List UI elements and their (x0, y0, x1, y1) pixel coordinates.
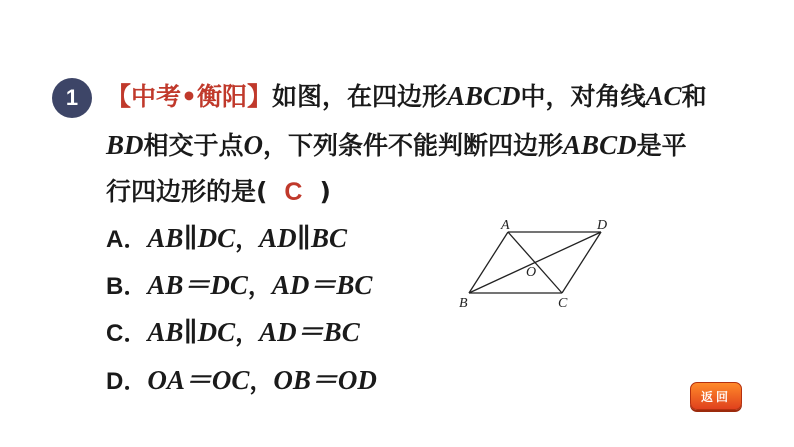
option-letter: D． (106, 368, 148, 395)
option-c (106, 314, 360, 352)
question-stem-line-1 (106, 76, 707, 117)
option-condition: AD＝BC (271, 270, 373, 300)
option-condition: AB∥DC (147, 317, 236, 347)
back-button[interactable]: 返回 (690, 382, 742, 410)
label-o: O (526, 265, 537, 280)
option-condition: AD＝BC (259, 317, 360, 347)
option-separator: ， (235, 225, 260, 253)
option-d (106, 362, 377, 400)
question-stem-line-2 (106, 125, 687, 166)
label-a: A (501, 218, 510, 233)
label-b: B (459, 296, 468, 310)
stem-text: 如图，在四边形 (271, 82, 447, 111)
parallelogram-figure (455, 215, 625, 310)
stem-text: ，下列条件不能判断四边形 (263, 131, 564, 160)
stem-math-o: O (243, 130, 264, 160)
question-source: 【中考•衡阳】 (106, 82, 272, 111)
stem-math-abcd: ABCD (563, 130, 637, 160)
stem-math-ac: AC (645, 81, 682, 111)
stem-text: 和 (681, 82, 707, 111)
option-condition: AB∥DC (147, 223, 236, 253)
option-condition: AB＝DC (147, 270, 248, 300)
stem-math-bd: BD (106, 130, 144, 160)
option-condition: OA＝OC (147, 365, 250, 395)
option-separator: ， (235, 319, 260, 347)
stem-text: 中，对角线 (520, 82, 646, 111)
label-c: C (558, 296, 568, 310)
stem-text: 行四边形的是( (106, 177, 268, 206)
stem-text: 是平 (636, 131, 687, 160)
option-letter: C． (106, 320, 148, 347)
answer: C (284, 178, 303, 206)
stem-text: ) (319, 177, 331, 206)
option-condition: OB＝OD (273, 365, 377, 395)
option-letter: A． (106, 226, 148, 253)
question-number-badge: 1 (52, 78, 92, 118)
option-condition: AD∥BC (259, 223, 347, 253)
option-letter: B． (106, 273, 148, 300)
option-a (106, 220, 347, 258)
label-d: D (597, 218, 608, 233)
option-separator: ， (247, 272, 272, 300)
question-stem-line-3 (106, 172, 331, 212)
option-separator: ， (249, 367, 274, 395)
stem-text: 相交于点 (143, 131, 244, 160)
option-b (106, 267, 372, 305)
stem-math-abcd: ABCD (447, 81, 521, 111)
